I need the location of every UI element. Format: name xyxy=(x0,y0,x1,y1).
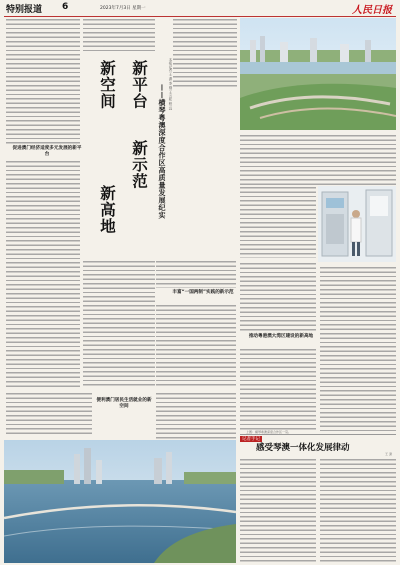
photo-aerial-city xyxy=(240,18,396,130)
divider xyxy=(240,434,396,435)
photo-laboratory xyxy=(318,186,396,262)
article-text-column xyxy=(156,392,236,440)
photo-river-skyline xyxy=(4,440,236,563)
newspaper-logo: 人民日报 xyxy=(352,5,392,16)
article-text-column xyxy=(83,260,155,388)
commentary-text-column xyxy=(320,458,396,562)
article-text-column xyxy=(240,262,316,332)
byline: 本报记者 王 潇 李 刚 王云松 程 远 xyxy=(168,58,172,110)
commentary-tag: 记者手记 xyxy=(242,437,260,442)
commentary-text-column xyxy=(240,458,316,562)
photo-caption: 上图：横琴粤澳深度合作区一景。 xyxy=(246,430,292,434)
article-text-column xyxy=(173,18,237,88)
article-text-column xyxy=(6,392,92,436)
headline-line-4: 新高地 xyxy=(98,185,116,235)
issue-date: 2023年7月3日 星期一 xyxy=(100,6,146,11)
section-name: 特别报道 xyxy=(6,5,43,15)
commentary-header xyxy=(240,436,396,454)
article-text-column xyxy=(156,260,236,288)
article-text-column xyxy=(240,348,316,432)
subhead-demonstration: 丰富“一国两制”实践的新示范 xyxy=(170,290,236,296)
headline-line-3: 新示范 xyxy=(130,140,148,190)
article-text-column xyxy=(320,266,396,432)
subhead-highland: 推动粤港澳大湾区建设的新高地 xyxy=(246,334,316,340)
article-text-column xyxy=(156,304,236,388)
article-text-column xyxy=(83,18,155,54)
article-text-column xyxy=(6,18,80,144)
headline-line-1: 新平台 xyxy=(130,60,148,110)
article-text-column xyxy=(240,186,316,258)
article-text-column xyxy=(6,160,80,388)
subhead-platform: 促进澳门经济适度多元发展的新平台 xyxy=(12,146,82,157)
article-text-column xyxy=(240,134,396,186)
page-number: 6 xyxy=(62,2,69,12)
headline-subtitle: ——横琴粤澳深度合作区高质量发展纪实 xyxy=(158,84,166,219)
commentary-title: 感受琴澳一体化发展律动 xyxy=(256,443,350,453)
subhead-living-space: 便利澳门居民生活就业的新空间 xyxy=(96,398,152,409)
headline-line-2: 新空间 xyxy=(98,60,116,110)
commentary-author: 王 潇 xyxy=(385,452,392,456)
page-header xyxy=(4,2,396,17)
